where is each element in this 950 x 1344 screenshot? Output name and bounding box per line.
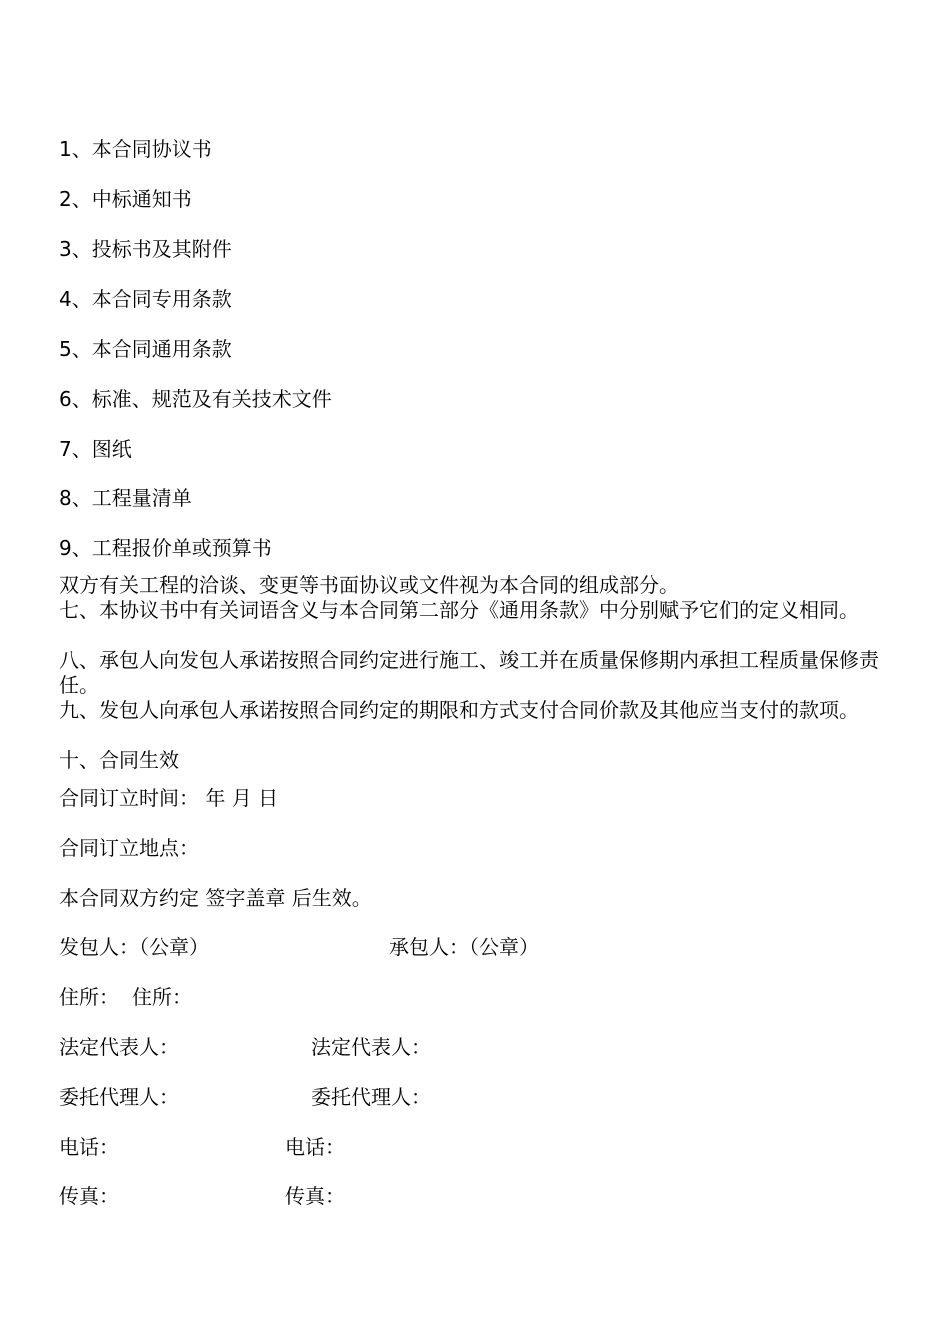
effective-clause: 本合同双方约定 签字盖章 后生效。 [59, 886, 372, 910]
list-item: 7、图纸 [59, 437, 132, 461]
address-label-left: 住所： [59, 985, 119, 1009]
fax-label-right: 传真： [285, 1184, 345, 1208]
list-item: 4、本合同专用条款 [59, 287, 232, 311]
employer-seal-label: 发包人：（公章） [59, 935, 209, 959]
phone-label-right: 电话： [285, 1135, 345, 1159]
paragraph-clause-10: 十、合同生效 [59, 748, 179, 772]
list-item: 9、工程报价单或预算书 [59, 536, 272, 560]
sign-place: 合同订立地点： [59, 836, 199, 860]
paragraph-clause-7: 七、本协议书中有关词语含义与本合同第二部分《通用条款》中分别赋予它们的定义相同。 [59, 598, 859, 622]
list-item: 6、标准、规范及有关技术文件 [59, 387, 332, 411]
paragraph-supplementary: 双方有关工程的洽谈、变更等书面协议或文件视为本合同的组成部分。 [59, 573, 679, 597]
fax-label-left: 传真： [59, 1184, 119, 1208]
list-item: 2、中标通知书 [59, 187, 192, 211]
sign-time: 合同订立时间： 年 月 日 [59, 786, 279, 810]
agent-label-left: 委托代理人： [59, 1085, 179, 1109]
legal-rep-label-left: 法定代表人： [59, 1035, 179, 1059]
address-label-right: 住所： [132, 985, 192, 1009]
list-item: 8、工程量清单 [59, 486, 192, 510]
list-item: 3、投标书及其附件 [59, 237, 232, 261]
list-item: 5、本合同通用条款 [59, 337, 232, 361]
legal-rep-label-right: 法定代表人： [311, 1035, 431, 1059]
agent-label-right: 委托代理人： [311, 1085, 431, 1109]
contractor-seal-label: 承包人：（公章） [389, 935, 539, 959]
phone-label-left: 电话： [59, 1135, 119, 1159]
paragraph-clause-8: 八、承包人向发包人承诺按照合同约定进行施工、竣工并在质量保修期内承担工程质量保修责任。 [59, 648, 879, 697]
paragraph-clause-9: 九、发包人向承包人承诺按照合同约定的期限和方式支付合同价款及其他应当支付的款项。 [59, 698, 859, 722]
list-item: 1、本合同协议书 [59, 137, 212, 161]
